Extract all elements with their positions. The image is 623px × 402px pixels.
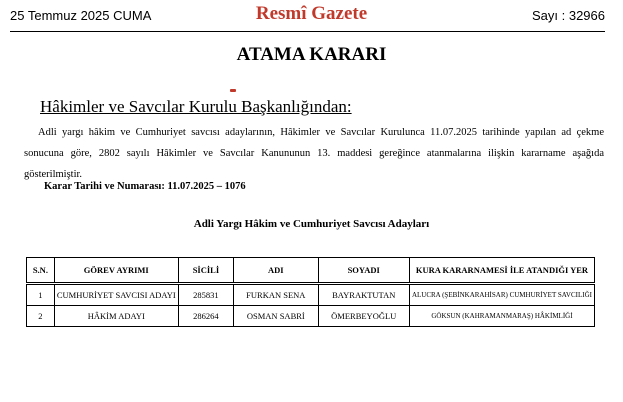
table-caption: Adli Yargı Hâkim ve Cumhuriyet Savcısı Adayları — [193, 218, 430, 230]
header-name: ADI — [234, 258, 318, 284]
header-place: KURA KARARNAMESİ İLE ATANDIĞI YER — [409, 258, 594, 284]
issue-number: Sayı : 32966 — [532, 8, 605, 23]
cell-registry: 286264 — [178, 306, 233, 327]
cell-place: ALUCRA (ŞEBİNKARAHİSAR) CUMHURİYET SAVCILIĞI — [409, 284, 594, 306]
issuing-authority: Hâkimler ve Savcılar Kurulu Başkanlığından: — [40, 97, 352, 116]
cell-registry: 285831 — [178, 284, 233, 306]
cell-sn: 2 — [27, 306, 55, 327]
table-row — [27, 306, 595, 327]
cell-name: FURKAN SENA — [234, 284, 318, 306]
cell-sn: 1 — [27, 284, 55, 306]
cell-place: GÖKSUN (KAHRAMANMARAŞ) HÂKİMLİĞİ — [409, 306, 594, 327]
cell-surname: BAYRAKTUTAN — [318, 284, 409, 306]
issue-date: 25 Temmuz 2025 CUMA — [10, 8, 152, 23]
header-surname: SOYADI — [318, 258, 409, 284]
decision-date-number: Karar Tarihi ve Numarası: 11.07.2025 – 1076 — [44, 181, 246, 192]
table-header-row — [27, 258, 595, 284]
gazette-header — [0, 0, 623, 30]
table-row — [27, 284, 595, 306]
header-sn: S.N. — [27, 258, 55, 284]
red-mark — [230, 89, 236, 92]
gazette-title: Resmî Gazete — [255, 3, 368, 24]
appointment-table — [26, 257, 595, 327]
body-paragraph: Adli yargı hâkim ve Cumhuriyet savcısı adaylarının, Hâkimler ve Savcılar Kurulunca 11.07.2025 tarihinde yapılan ad çekme sonucuna göre, 2802 sayılı Hâkimler ve Savcılar Kanununun 13. maddesi gereğince atanmalarına ilişkin kararname aşağıda gösterilmiştir. — [24, 127, 604, 180]
cell-name: OSMAN SABRİ — [234, 306, 318, 327]
header-registry: SİCİLİ — [178, 258, 233, 284]
document-title: ATAMA KARARI — [236, 44, 387, 65]
cell-role: HÂKİM ADAYI — [54, 306, 178, 327]
cell-role: CUMHURİYET SAVCISI ADAYI — [54, 284, 178, 306]
header-divider — [10, 31, 605, 32]
header-role: GÖREV AYRIMI — [54, 258, 178, 284]
cell-surname: ÖMERBEYOĞLU — [318, 306, 409, 327]
